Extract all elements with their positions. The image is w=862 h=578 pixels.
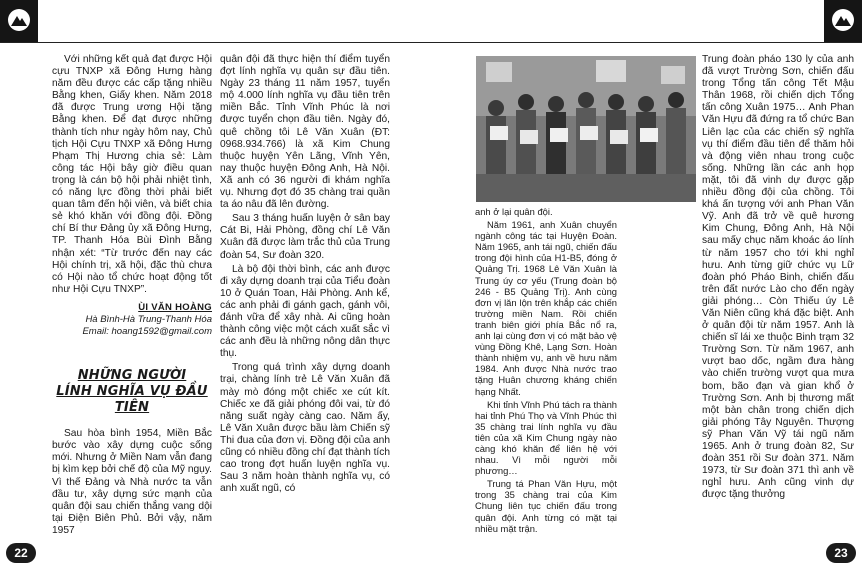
paragraph: Với những kết quả đạt được Hội cựu TNXP xã Đông Hưng hàng năm đều được các cấp tặng nhiều Bằng khen, Giấy khen. Năm 2018 đã được Trung ương Hội tặng Bằng khen. Để đạt được những thành tích như ngày hôm nay, Chủ tịch Hội Cựu TNXP xã Đông Hưng Phạm Thị Hương chia sẻ: Làm công tác Hội bây giờ điều quan trọng là cán bộ hội phải nhiệt tình, có năng lực đồng thời phải biết quan tâm đến hội viên, và biết chia sẻ khó khăn với đồng đội. Đồng chí Bí thư Đảng ủy xã Đông Hưng, TP. Thanh Hóa Bùi Đình Bằng nhận xét: “Từ trước đến nay các Hội chính trị, xã hội, đặc thù chưa có Hội nào tổ chức hoạt động tốt như Hội Cựu TNXP”.	[52, 54, 212, 295]
headline-line-1: NHỮNG NGƯỜI	[77, 368, 187, 384]
headline-line-2: LÍNH NGHĨA VỤ ĐẦU TIÊN	[56, 384, 208, 416]
paragraph: Trong quá trình xây dựng doanh trại, chàng lính trẻ Lê Văn Xuân đã mày mò đóng một chiếc xe cút kít. Chiếc xe đã giải phóng đôi vai, từ đó năng suất ngày càng cao. Năm ấy, Lê Văn Xuân được bầu làm Chiến sỹ Thi đua của đơn vị. Đồng đội của anh cũng có nhiều đồng chí đạt thành tích cao trong đợt huấn luyện nghĩa vụ. Sau 3 năm hoàn thành nghĩa vụ, có anh xuất ngũ, có	[220, 362, 390, 495]
page-number-left: 22	[6, 543, 36, 563]
page-number-right: 23	[826, 543, 856, 563]
header-logo-left	[0, 0, 38, 42]
paragraph: Sau 3 tháng huấn luyện ở sân bay Cát Bi, Hải Phòng, đồng chí Lê Văn Xuân đã được làm trắc thủ của Trung đoàn 54, Sư đoàn 320.	[220, 213, 390, 261]
paragraph: Sau hòa bình 1954, Miền Bắc bước vào xây dựng cuộc sống mới. Nhưng ở Miền Nam vẫn đang bị kìm kẹp bởi chế độ của Mỹ ngụy. Vì thế Đảng và Nhà nước ta vẫn đầu tư, xây dựng sức mạnh của quân đội sau chiến thắng vang dội tại Điện Biên Phủ. Bởi vậy, năm 1957	[52, 428, 212, 536]
right-page-column-1	[475, 206, 617, 536]
left-page-column-1	[52, 54, 212, 539]
left-page-column-2	[220, 54, 390, 497]
header-rule	[0, 42, 862, 43]
header-logo-right	[824, 0, 862, 42]
author-email: Email: hoang1592@gmail.com	[82, 326, 212, 338]
paragraph: anh ở lại quân đội.	[475, 206, 553, 217]
group-photo	[476, 56, 696, 202]
veterans-photo-illustration	[476, 56, 696, 202]
paragraph: Năm 1961, anh Xuân chuyển ngành công tác tại Huyện Đoàn. Năm 1965, anh tái ngũ, chiến đấu trong đội hình của H1-B5, đóng ở Quảng Trị. 1968 Lê Văn Xuân là Trung úy cơ yếu (Trung đoàn bộ 246 - B5 Quảng Trị). Anh cùng đơn vị lăn lộn trên khắp các chiến trường miền Nam. Rồi chiến tranh biên giới phía Bắc nổ ra, anh lại cùng đơn vị có mặt bảo vệ vùng Đồng Khê, Lạng Sơn. Hoàn thành nhiệm vụ, anh về hưu năm 1984. Anh được Nhà nước trao tặng Huân chương kháng chiến hạng Nhất.	[475, 219, 617, 397]
paragraph: Khi tỉnh Vĩnh Phú tách ra thành hai tỉnh Phú Thọ và Vĩnh Phúc thì 35 chàng trai lính nghĩa vụ đầu tiên của xã Kim Chung ngày nào càng khó khăn để liên hệ với nhau. Vì mỗi người mỗi phương…	[475, 398, 617, 477]
paragraph: Trung đoàn pháo 130 ly của anh đã vượt Trường Sơn, chiến đấu trong Tổng tấn công Tết Mậu Thân 1968, rồi chiến dịch Tổng tấn công Xuân 1975… Anh Phan Văn Hựu đã đứng ra tổ chức Ban Liên lạc của các chiến sỹ nghĩa vụ thí điểm đầu tiên để thăm hỏi và động viên nhau trong cuộc sống. Những lần các anh họp mặt, tôi đã vinh dự được gặp nhiều đồng đội của chồng. Tôi khá ấn tượng với anh Phan Văn Vỹ. Anh đã trở về quê hương Kim Chung, Đông Anh, Hà Nội sau mấy chục năm khoác áo lính từ năm 1957 cho tới khi nghỉ hưu. Anh từng giữ chức vụ Lữ đoàn phó Pháo Binh, chiến đấu trên đất nước Lào cho đến ngày giải phóng… Còn Thiếu úy Lê Văn Niên cũng khá đặc biệt. Anh ở quân đội từ năm 1957. Anh là chiến sĩ lái xe thuộc Binh trạm 32 Trường Sơn. Từ năm 1967, anh vượt bao dốc, ngầm đưa hàng vào chiến trường vượt qua mưa bom, bão đạn và gian khổ ở Trường Sơn. Anh bị thương mất một bàn chân trong chiến dịch giải phóng Tây Nguyên. Thượng sỹ Phan Văn Vỹ tái ngũ năm 1965. Anh ở trung đoàn 82, Sư đoàn 351 rồi Sư đoàn 371. Năm 1973, từ Sư đoàn 371 thì anh về nghỉ hưu. Anh cũng vinh dự được tặng thưởng	[702, 54, 854, 501]
byline	[52, 302, 212, 338]
mountain-logo-icon	[7, 8, 31, 32]
author-address: Hà Bình-Hà Trung-Thanh Hóa	[85, 313, 212, 325]
paragraph: quân đội đã thực hiện thí điểm tuyển đợt lính nghĩa vụ quân sự đầu tiên. Ngày 23 tháng 11 năm 1957, tuyển mộ 4.000 lính nghĩa vụ đầu tiên trên miền Bắc. Tỉnh Vĩnh Phúc là nơi được tuyển chọn đầu tiên. Ngày đó, quê chồng tôi Lê Văn Xuân (ĐT: 0968.934.766) là xã Kim Chung thuộc huyện Yên Lãng, Vĩnh Yên, nay thuộc huyện Đông Anh, Hà Nội. Xã anh có 36 người đi khám nghĩa vụ. Nhưng đợt đó 35 chàng trai quần ta áo nâu đã lên đường.	[220, 54, 390, 211]
article-headline	[52, 368, 212, 416]
paragraph: Là bộ đội thời bình, các anh được đi xây dựng doanh trại của Tiểu đoàn 10 ở Quán Toan, Hải Phòng. Anh kể, các anh phải đi gánh gạch, gánh vôi, đánh vữa để xây nhà. Ai cũng hoàn thành công việc một cách xuất sắc vì các anh đều là những nông dân thực thụ.	[220, 263, 390, 360]
mountain-logo-icon	[831, 8, 855, 32]
author-name: ÙI VĂN HOÀNG	[138, 301, 212, 313]
right-page-column-2	[702, 54, 854, 503]
paragraph: Trung tá Phan Văn Hựu, một trong 35 chàng trai của Kim Chung liên tục chiến đấu trong quân đội. Anh từng có mặt tại nhiều mặt trận.	[475, 478, 617, 534]
